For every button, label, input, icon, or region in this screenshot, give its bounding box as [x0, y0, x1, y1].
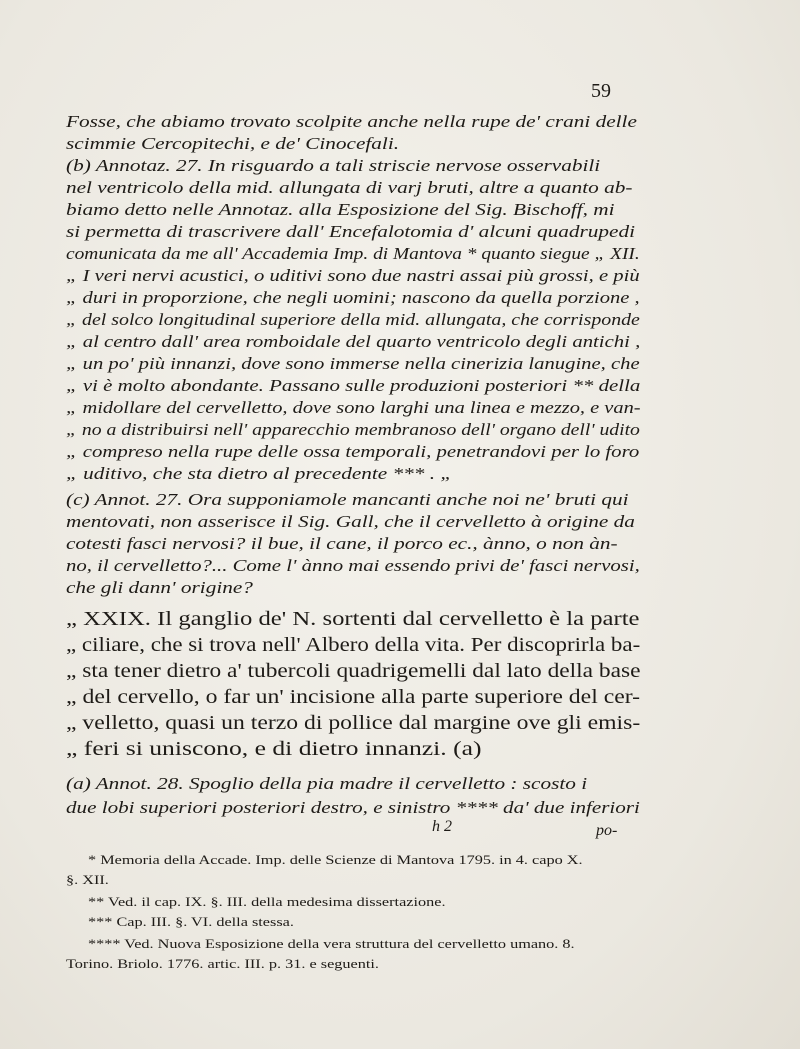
- text-line: „ uditivo, che sta dietro al precedente *** . „: [66, 464, 453, 483]
- footnote-line: **** Ved. Nuova Esposizione della vera struttura del cervelletto umano. 8.: [88, 936, 575, 951]
- text-line: „ XXIX. Il ganglio de' N. sortenti dal cervelletto è la parte: [66, 608, 640, 630]
- text-line: „ I veri nervi acustici, o uditivi sono due nastri assai più grossi, e più: [66, 266, 640, 285]
- text-line: „ feri si uniscono, e di dietro innanzi. (a): [66, 738, 482, 760]
- text-line: (a) Annot. 28. Spoglio della pia madre il cervelletto : scosto i: [66, 774, 588, 793]
- text-line: „ del solco longitudinal superiore della mid. allungata, che corrisponde: [66, 310, 640, 329]
- text-line: „ un po' più innanzi, dove sono immerse nella cinerizia lanugine, che: [66, 354, 640, 373]
- page-number: 59: [591, 80, 611, 102]
- text-line: biamo detto nelle Annotaz. alla Esposizione del Sig. Bischoff, mi: [66, 200, 615, 219]
- catchword: po-: [596, 822, 618, 839]
- footnote-line: §. XII.: [66, 872, 109, 887]
- text-line: „ compreso nella rupe delle ossa temporali, penetrandovi per lo foro: [66, 442, 640, 461]
- text-line: „ vi è molto abondante. Passano sulle produzioni posteriori ** della: [66, 376, 641, 395]
- text-line: „ al centro dall' area romboidale del quarto ventricolo degli antichi ,: [66, 332, 641, 351]
- text-line: che gli dann' origine?: [66, 578, 253, 597]
- text-line: mentovati, non asserisce il Sig. Gall, che il cervelletto à origine da: [66, 512, 635, 531]
- text-line: (b) Annotaz. 27. In risguardo a tali striscie nervose osservabili: [66, 156, 601, 175]
- footnote-line: ** Ved. il cap. IX. §. III. della medesima dissertazione.: [88, 894, 446, 909]
- text-line: „ midollare del cervelletto, dove sono larghi una linea e mezzo, e van-: [66, 398, 641, 417]
- text-line: comunicata da me all' Accademia Imp. di Mantova * quanto siegue „ XII.: [66, 244, 640, 263]
- footnote-line: Torino. Briolo. 1776. artic. III. p. 31. e seguenti.: [66, 956, 379, 971]
- text-line: „ duri in proporzione, che negli uomini; nascono da quella porzione ,: [66, 288, 640, 307]
- text-line: „ del cervello, o far un' incisione alla parte superiore del cer-: [66, 686, 641, 708]
- text-line: cotesti fasci nervosi? il bue, il cane, il porco ec., ànno, o non àn-: [66, 534, 618, 553]
- text-line: scimmie Cercopitechi, e de' Cinocefali.: [66, 134, 400, 153]
- text-line: nel ventricolo della mid. allungata di varj bruti, altre a quanto ab-: [66, 178, 633, 197]
- text-line: (c) Annot. 27. Ora supponiamole mancanti anche noi ne' bruti qui: [66, 490, 629, 509]
- text-line: „ no a distribuirsi nell' apparecchio membranoso dell' organo dell' udito: [66, 420, 640, 439]
- text-line: no, il cervelletto?... Come l' ànno mai essendo privi de' fasci nervosi,: [66, 556, 640, 575]
- text-line: due lobi superiori posteriori destro, e sinistro **** da' due inferiori: [66, 798, 640, 817]
- signature-mark: h 2: [432, 818, 452, 835]
- text-line: „ velletto, quasi un terzo di pollice dal margine ove gli emis-: [66, 712, 641, 734]
- text-line: si permetta di trascrivere dall' Encefalotomia d' alcuni quadrupedi: [66, 222, 636, 241]
- text-line: Fosse, che abiamo trovato scolpite anche nella rupe de' crani delle: [66, 112, 637, 131]
- text-line: „ sta tener dietro a' tubercoli quadrigemelli dal lato della base: [66, 660, 641, 682]
- footnote-line: * Memoria della Accade. Imp. delle Scienze di Mantova 1795. in 4. capo X.: [88, 852, 583, 867]
- text-line: „ ciliare, che si trova nell' Albero della vita. Per discoprirla ba-: [66, 634, 641, 656]
- footnote-line: *** Cap. III. §. VI. della stessa.: [88, 914, 294, 929]
